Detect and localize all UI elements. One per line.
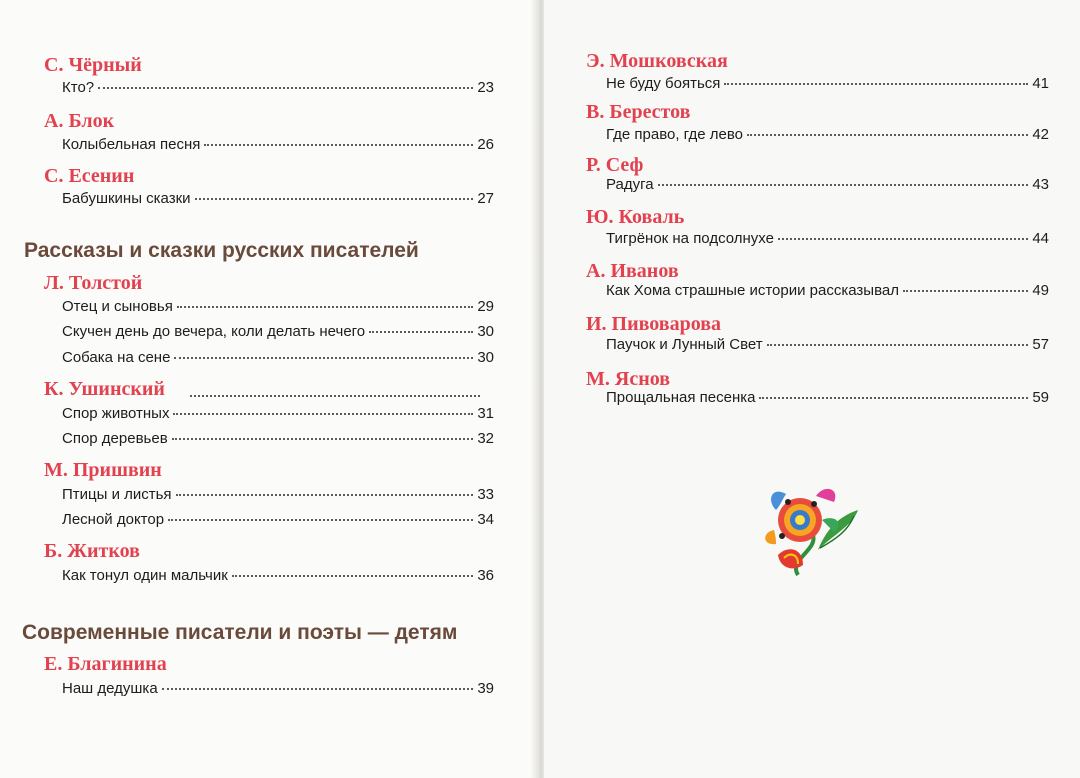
entry-title: Паучок и Лунный Свет: [606, 336, 763, 353]
entry-title: Наш дедушка: [62, 680, 158, 697]
leader-dots: [232, 575, 474, 577]
leader-dots: [204, 144, 473, 146]
entry-title: Отец и сыновья: [62, 298, 173, 315]
entry-title: Лесной доктор: [62, 511, 165, 528]
leader-dots: [767, 344, 1029, 346]
author-heading: Л. Толстой: [44, 272, 143, 294]
author-heading: И. Пивоварова: [586, 313, 722, 335]
leader-dots: [162, 688, 474, 690]
leader-dots: [190, 395, 480, 397]
toc-entry[interactable]: [62, 297, 494, 317]
page-number: 33: [477, 486, 494, 503]
toc-entry[interactable]: [606, 388, 1049, 408]
page-number: 57: [1032, 336, 1049, 353]
page-number: 41: [1032, 75, 1049, 92]
page-number: 44: [1032, 230, 1049, 247]
toc-entry[interactable]: [62, 485, 494, 505]
author-heading: М. Пришвин: [44, 459, 162, 481]
leader-dots: [172, 438, 474, 440]
left-page: [0, 0, 538, 778]
folk-flower-ornament-icon: [758, 480, 868, 590]
page-number: 31: [477, 405, 494, 422]
toc-entry[interactable]: [606, 125, 1049, 145]
page-number: 32: [477, 430, 494, 447]
page-number: 49: [1032, 282, 1049, 299]
author-heading: Э. Мошковская: [586, 50, 728, 72]
page-number: 23: [477, 79, 494, 96]
leader-dots: [195, 198, 474, 200]
entry-title: Где право, где лево: [606, 126, 743, 143]
leader-dots: [168, 519, 473, 521]
entry-title: Радуга: [606, 176, 654, 193]
author-heading: В. Берестов: [586, 101, 691, 123]
toc-entry[interactable]: [62, 189, 494, 209]
entry-title: Тигрёнок на подсолнухе: [606, 230, 774, 247]
leader-dots: [173, 413, 473, 415]
toc-entry[interactable]: [62, 404, 494, 424]
entry-title: Спор деревьев: [62, 430, 168, 447]
entry-title: Колыбельная песня: [62, 136, 201, 153]
entry-title: Не буду бояться: [606, 75, 721, 92]
leader-dots: [174, 357, 473, 359]
section-heading: Рассказы и сказки русских писателей: [24, 239, 419, 262]
entry-title: Собака на сене: [62, 349, 171, 366]
entry-title: Как тонул один мальчик: [62, 567, 228, 584]
author-heading: М. Яснов: [586, 368, 671, 390]
entry-title: Кто?: [62, 79, 95, 96]
entry-title: Птицы и листья: [62, 486, 172, 503]
toc-entry[interactable]: [62, 679, 494, 699]
leader-dots: [98, 87, 473, 89]
page-number: 42: [1032, 126, 1049, 143]
toc-entry[interactable]: [606, 74, 1049, 94]
leader-dots: [778, 238, 1028, 240]
page-number: 30: [477, 349, 494, 366]
entry-title: Как Хома страшные истории рассказывал: [606, 282, 899, 299]
page-number: 29: [477, 298, 494, 315]
author-heading: К. Ушинский: [44, 378, 165, 400]
author-heading: С. Есенин: [44, 165, 135, 187]
author-heading: Р. Сеф: [586, 154, 644, 176]
toc-entry[interactable]: [62, 135, 494, 155]
entry-title: Бабушкины сказки: [62, 190, 191, 207]
toc-entry[interactable]: [62, 322, 494, 342]
page-number: 27: [477, 190, 494, 207]
author-heading: Б. Житков: [44, 540, 140, 562]
toc-entry[interactable]: [606, 335, 1049, 355]
entry-title: Прощальная песенка: [606, 389, 756, 406]
leader-dots: [759, 397, 1028, 399]
toc-entry[interactable]: [62, 78, 494, 98]
entry-title: Спор животных: [62, 405, 170, 422]
leader-dots: [903, 290, 1028, 292]
author-heading: Ю. Коваль: [586, 206, 685, 228]
author-heading: А. Иванов: [586, 260, 679, 282]
leader-dots: [658, 184, 1029, 186]
right-page: [544, 0, 1080, 778]
toc-entry[interactable]: [606, 175, 1049, 195]
page-number: 36: [477, 567, 494, 584]
author-heading: А. Блок: [44, 110, 115, 132]
section-heading: Современные писатели и поэты — детям: [22, 621, 458, 644]
leader-dots: [176, 494, 474, 496]
toc-entry[interactable]: [62, 566, 494, 586]
toc-entry[interactable]: [606, 281, 1049, 301]
author-heading: С. Чёрный: [44, 54, 142, 76]
toc-entry[interactable]: [62, 429, 494, 449]
page-number: 59: [1032, 389, 1049, 406]
toc-entry[interactable]: [606, 229, 1049, 249]
page-number: 26: [477, 136, 494, 153]
page-number: 39: [477, 680, 494, 697]
leader-dots: [724, 83, 1028, 85]
page-number: 43: [1032, 176, 1049, 193]
leader-dots: [369, 331, 473, 333]
page-number: 34: [477, 511, 494, 528]
page-number: 30: [477, 323, 494, 340]
toc-entry[interactable]: [62, 510, 494, 530]
leader-dots: [747, 134, 1028, 136]
toc-entry[interactable]: [62, 348, 494, 368]
entry-title: Скучен день до вечера, коли делать нечего: [62, 323, 366, 340]
leader-dots: [177, 306, 473, 308]
author-heading: Е. Благинина: [44, 653, 167, 675]
